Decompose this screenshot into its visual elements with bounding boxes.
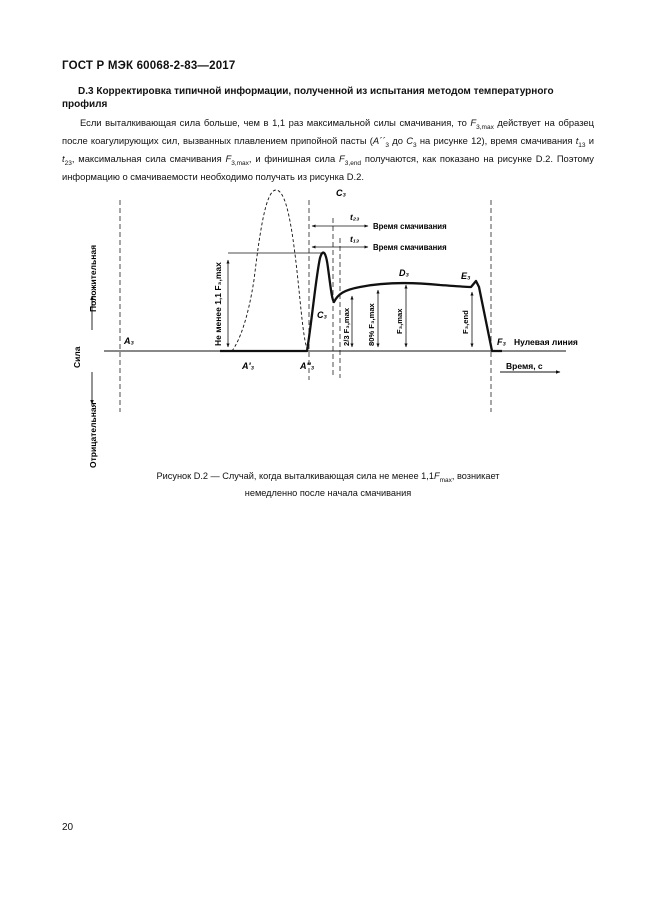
symbol-sub: 13	[578, 141, 586, 149]
label-zero-line: Нулевая линия	[514, 337, 578, 347]
label-force: Сила	[72, 346, 82, 368]
symbol-a: A´´	[372, 134, 386, 146]
para-text: , максимальная сила смачивания	[71, 152, 226, 164]
label-not-less: Не менее 1,1 F₃,max	[213, 262, 223, 346]
section-title	[62, 86, 594, 111]
section-number: D.3	[78, 86, 94, 97]
para-text: до	[389, 134, 407, 146]
label-two-thirds: 2/3 F₃,max	[342, 307, 351, 346]
page-number: 20	[62, 822, 74, 833]
symbol-sub: 23	[64, 159, 72, 167]
label-a3-prime: A'₃	[242, 361, 255, 371]
label-f3: F₃	[497, 337, 506, 347]
wetting-curve	[220, 253, 502, 351]
symbol-sub: 3,end	[344, 159, 362, 167]
symbol-t: t	[575, 134, 579, 146]
label-positive: Положительная	[88, 244, 98, 312]
label-fmax: F₃,max	[395, 308, 404, 334]
para-text: действует на образец после коагулирующих сил, вызванных плавлением припойной пасты (	[62, 117, 595, 146]
symbol-f: F	[225, 152, 232, 164]
figure-caption	[62, 470, 594, 500]
label-e3: E₃	[461, 271, 471, 281]
para-text: получаются, как показано на рисунке D.2. Поэтому информацию о смачиваемости необходимо получать из рисунка D.2.	[62, 152, 594, 182]
label-fend: F₃,end	[461, 310, 470, 334]
para-text: Если выталкивающая сила больше, чем в 1,1 раз максимальной силы смачивания, то	[80, 117, 471, 128]
caption-sub: max	[439, 476, 452, 484]
caption-symbol: F	[433, 471, 440, 481]
section-title-text: Корректировка типичной информации, полученной из испытания методом температурного профиля	[62, 86, 554, 110]
caption-line2: немедленно после начала смачивания	[244, 487, 412, 498]
caption-text: , возникает	[451, 471, 500, 481]
symbol-sub: 3,max	[231, 159, 249, 167]
symbol-sub: 3,max	[476, 123, 494, 131]
symbol-f: F	[339, 152, 345, 164]
caption-text: Рисунок D.2 — Случай, когда выталкивающая сила не менее 1,1	[156, 471, 434, 481]
symbol-t: t	[62, 152, 65, 164]
para-text: , и финишная сила	[248, 152, 340, 164]
label-t13: t₁₃	[350, 234, 360, 244]
label-time-axis: Время, с	[506, 361, 543, 371]
body-paragraph	[62, 116, 594, 183]
label-eighty-pct: 80% F₃,max	[367, 303, 376, 346]
wetting-figure	[0, 180, 646, 470]
symbol-sub: 3	[412, 141, 417, 149]
symbol-sub: 3	[385, 141, 390, 149]
document-header: ГОСТ Р МЭК 60068-2-83—2017	[62, 60, 236, 72]
label-negative: Отрицательная	[88, 402, 98, 468]
label-t23: t₂₃	[350, 212, 360, 222]
label-wet-time-2: Время смачивания	[373, 243, 447, 252]
label-a3-dprime: A''₃	[300, 361, 315, 371]
symbol-f: F	[470, 117, 477, 128]
buoyancy-curve	[232, 190, 308, 351]
symbol-c: C	[406, 134, 413, 146]
label-d3: D₃	[399, 268, 409, 278]
label-a3: A₃	[124, 336, 134, 346]
para-text: на рисунке 12), время смачивания	[416, 134, 576, 146]
label-c3: C₃	[317, 310, 327, 320]
label-wet-time-1: Время смачивания	[373, 222, 447, 231]
label-c3-top: C₃	[336, 188, 346, 198]
para-text: и	[585, 134, 594, 146]
